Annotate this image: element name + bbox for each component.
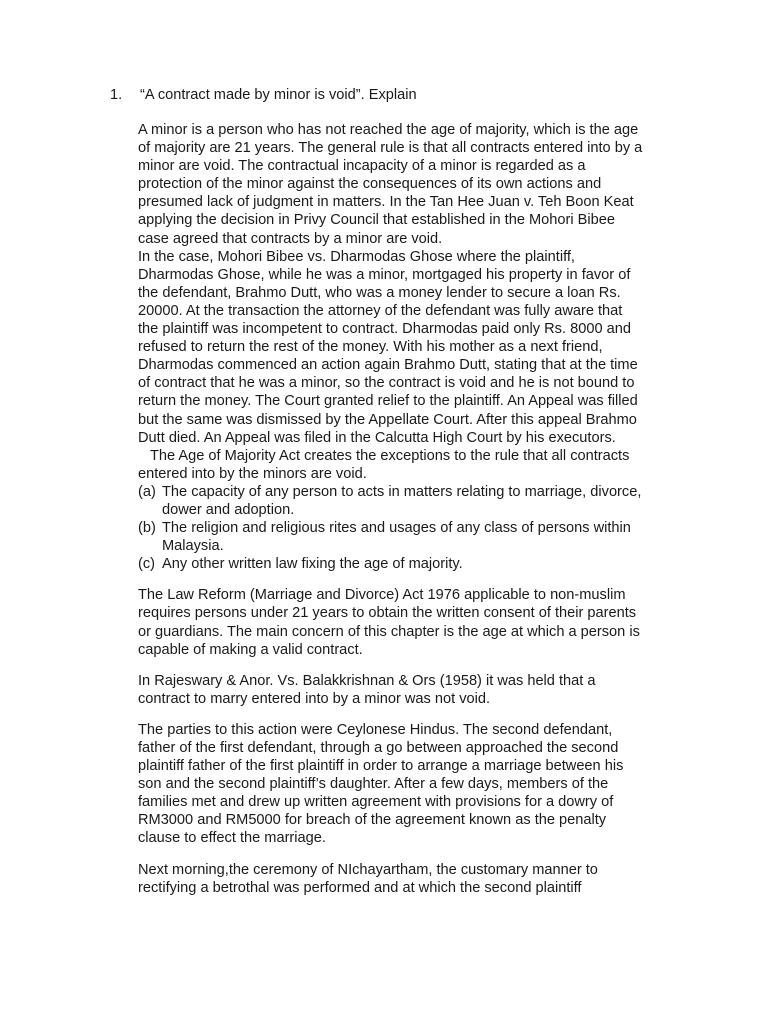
list-label: (a) [138, 483, 156, 500]
text-line: 20000. At the transaction the attorney of the defendant was fully aware that [138, 302, 623, 319]
text-line: In the case, Mohori Bibee vs. Dharmodas Ghose where the plaintiff, [138, 248, 575, 265]
list-label: (b) [138, 520, 156, 537]
text-line: capable of making a valid contract. [138, 641, 363, 658]
text-line: applying the decision in Privy Council that established in the Mohori Bibee [138, 212, 616, 229]
paragraph-age-of-majority-act [138, 447, 683, 483]
answer-body [138, 121, 683, 897]
text-line: rectifying a betrothal was performed and at which the second plaintiff [138, 879, 582, 896]
text-line: plaintiff father of the first plaintiff in order to arrange a marriage between his [138, 758, 624, 775]
text-line: RM3000 and RM5000 for breach of the agreement known as the penalty [138, 812, 607, 829]
text-line: of majority are 21 years. The general rule is that all contracts entered into by a [138, 140, 643, 157]
text-line: clause to effect the marriage. [138, 830, 326, 847]
text-line: A minor is a person who has not reached the age of majority, which is the age [138, 122, 639, 138]
text-line: father of the first defendant, through a go between approached the second [138, 740, 619, 756]
list-item [138, 483, 683, 501]
question-number: 1. [110, 87, 123, 103]
list-text: The capacity of any person to acts in matters relating to marriage, divorce, [162, 483, 642, 500]
text-line: case agreed that contracts by a minor are void. [138, 230, 443, 247]
text-line: Dutt died. An Appeal was filed in the Calcutta High Court by his executors. [138, 429, 616, 446]
text-line: son and the second plaintiff’s daughter. After a few days, members of the [138, 776, 609, 793]
exceptions-list [138, 483, 683, 573]
text-line: Dharmodas commenced an action again Brahmo Dutt, stating that at the time [138, 357, 638, 374]
text-line: minor are void. The contractual incapacity of a minor is regarded as a [138, 158, 586, 175]
paragraph-law-reform-act [138, 586, 683, 658]
text-line: contract to marry entered into by a minor was not void. [138, 690, 491, 707]
question-heading [110, 86, 417, 104]
question-text: “A contract made by minor is void”. Explain [140, 87, 417, 103]
text-line: the plaintiff was incompetent to contract. Dharmodas paid only Rs. 8000 and [138, 321, 631, 338]
text-line: of contract that he was a minor, so the contract is void and he is not bound to [138, 375, 635, 392]
text-line: The Age of Majority Act creates the exceptions to the rule that all contracts [150, 447, 630, 464]
text-line: The Law Reform (Marriage and Divorce) Act 1976 applicable to non-muslim [138, 587, 626, 604]
paragraph-minor-definition [138, 121, 683, 248]
list-item-continuation: Malaysia. [162, 538, 224, 555]
text-line: but the same was dismissed by the Appellate Court. After this appeal Brahmo [138, 411, 637, 428]
text-line: the defendant, Brahmo Dutt, who was a money lender to secure a loan Rs. [138, 284, 621, 301]
text-line: Next morning,the ceremony of NIchayartham, the customary manner to [138, 861, 598, 878]
text-line: return the money. The Court granted relief to the plaintiff. An Appeal was filled [138, 393, 638, 410]
text-line: The parties to this action were Ceylonese Hindus. The second defendant, [138, 721, 613, 738]
text-line: protection of the minor against the consequences of its own actions and [138, 176, 602, 193]
list-item [138, 555, 683, 573]
paragraph-rajeswary-case [138, 672, 683, 708]
paragraph-nichayartham [138, 861, 683, 897]
text-line: In Rajeswary & Anor. Vs. Balakkrishnan & Ors (1958) it was held that a [138, 672, 596, 689]
list-item [138, 519, 683, 537]
text-line: entered into by the minors are void. [138, 465, 367, 482]
text-line: Dharmodas Ghose, while he was a minor, mortgaged his property in favor of [138, 266, 631, 283]
text-line: requires persons under 21 years to obtain the written consent of their parents [138, 605, 637, 622]
text-line: or guardians. The main concern of this chapter is the age at which a person is [138, 623, 640, 640]
list-label: (c) [138, 556, 156, 573]
text-line: families met and drew up written agreement with provisions for a dowry of [138, 794, 614, 811]
paragraph-ceylonese-hindus [138, 721, 683, 848]
text-line: presumed lack of judgment in matters. In the Tan Hee Juan v. Teh Boon Keat [138, 194, 634, 211]
list-text: Any other written law fixing the age of majority. [162, 556, 463, 573]
text-line: refused to return the rest of the money. With his mother as a next friend, [138, 339, 603, 356]
paragraph-mohori-bibee-case [138, 248, 683, 447]
list-item-continuation: dower and adoption. [162, 501, 295, 518]
list-text: The religion and religious rites and usages of any class of persons within [162, 520, 631, 537]
